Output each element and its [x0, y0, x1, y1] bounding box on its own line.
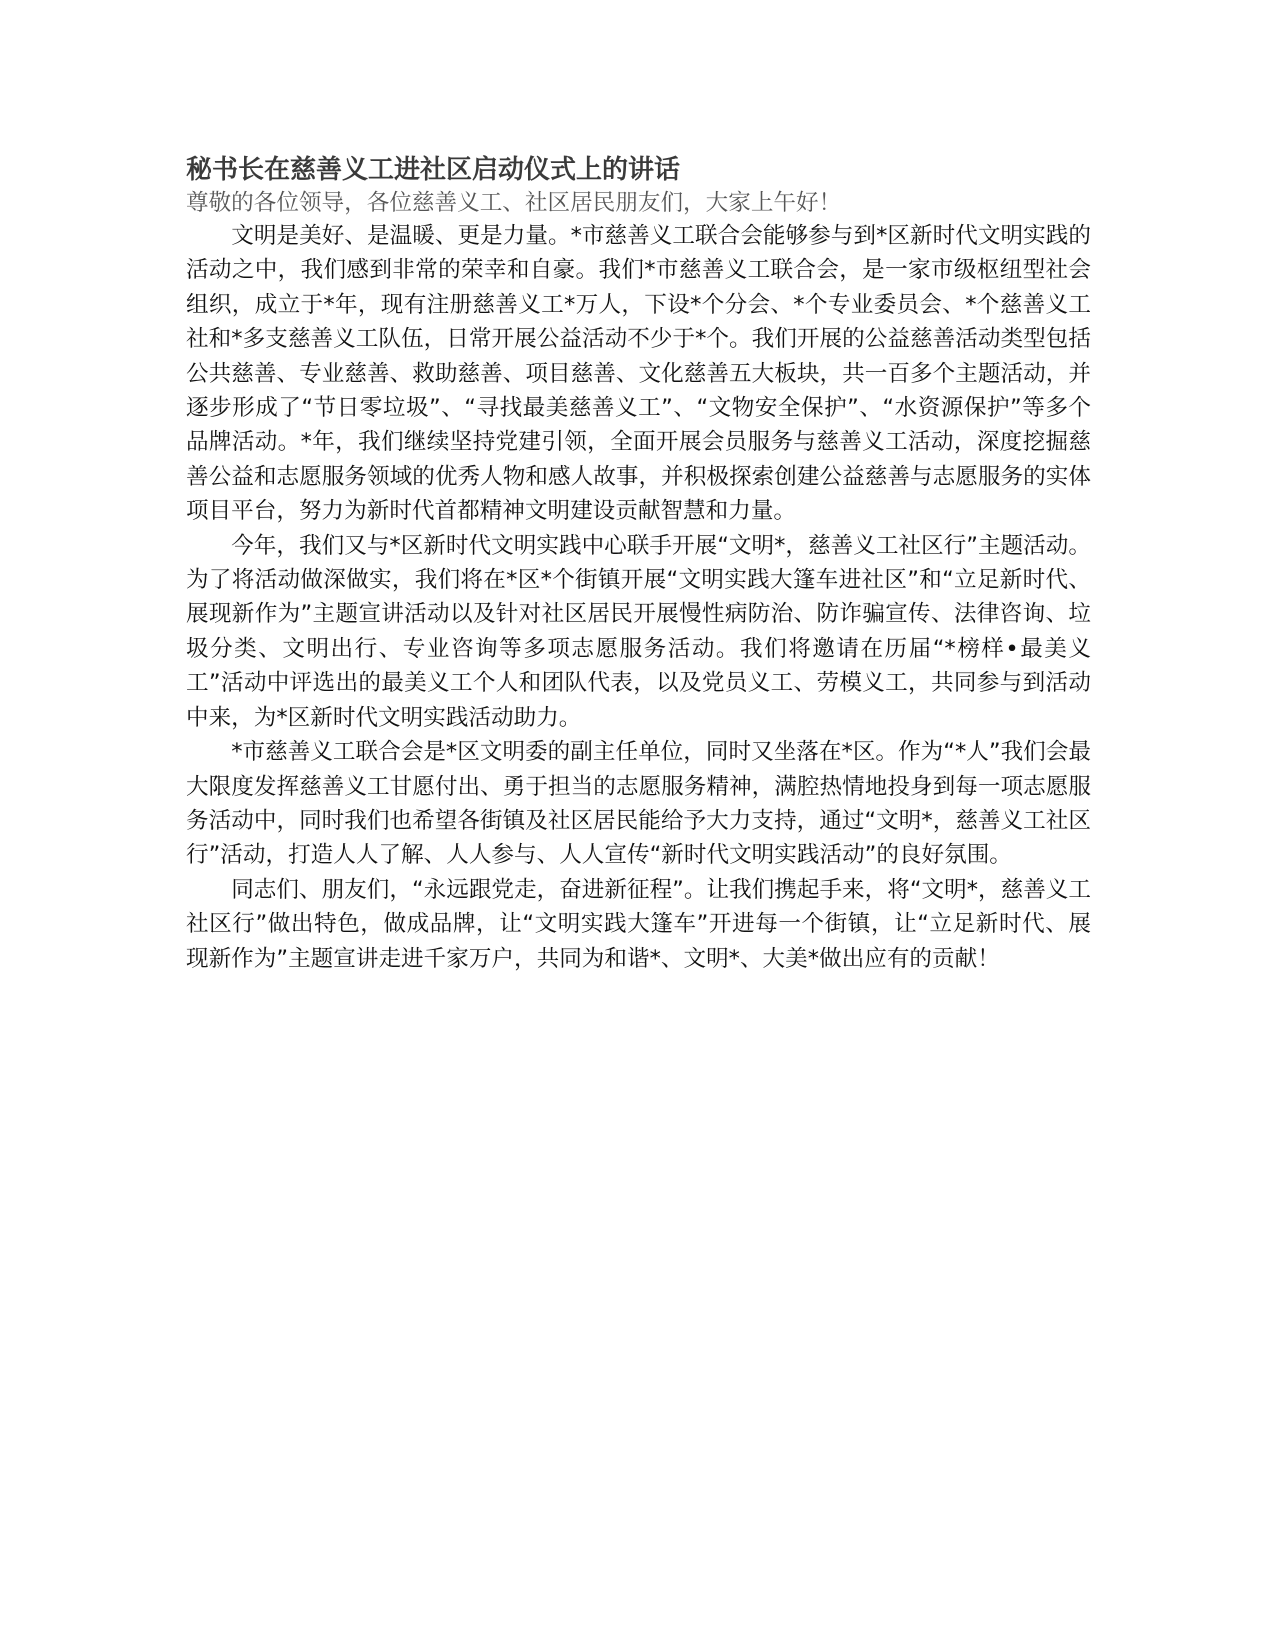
document-body [186, 153, 1091, 976]
paragraph-1: 文明是美好、是温暖、更是力量。*市慈善义工联合会能够参与到*区新时代文明实践的活动之中，我们感到非常的荣幸和自豪。我们*市慈善义工联合会，是一家市级枢纽型社会组织，成立于*年，现有注册慈善义工*万人，下设*个分会、*个专业委员会、*个慈善义工社和*多支慈善义工队伍，日常开展公益活动不少于*个。我们开展的公益慈善活动类型包括公共慈善、专业慈善、救助慈善、项目慈善、文化慈善五大板块，共一百多个主题活动，并逐步形成了“节日零垃圾”、“寻找最美慈善义工”、“文物安全保护”、“水资源保护”等多个品牌活动。*年，我们继续坚持党建引领，全面开展会员服务与慈善义工活动，深度挖掘慈善公益和志愿服务领域的优秀人物和感人故事，并积极探索创建公益慈善与志愿服务的实体项目平台，努力为新时代首都精神文明建设贡献智慧和力量。 [186, 223, 1091, 525]
document-title: 秘书长在慈善义工进社区启动仪式上的讲话 [186, 155, 681, 185]
paragraph-2: 今年，我们又与*区新时代文明实践中心联手开展“文明*，慈善义工社区行”主题活动。为了将活动做深做实，我们将在*区*个街镇开展“文明实践大篷车进社区”和“立足新时代、展现新作为”主题宣讲活动以及针对社区居民开展慢性病防治、防诈骗宣传、法律咨询、垃圾分类、文明出行、专业咨询等多项志愿服务活动。我们将邀请在历届“*榜样•最美义工”活动中评选出的最美义工个人和团队代表，以及党员义工、劳模义工，共同参与到活动中来，为*区新时代文明实践活动助力。 [186, 532, 1091, 731]
greeting-line: 尊敬的各位领导，各位慈善义工、社区居民朋友们，大家上午好！ [186, 190, 842, 216]
paragraph-4: 同志们、朋友们，“永远跟党走，奋进新征程”。让我们携起手来，将“文明*，慈善义工社区行”做出特色，做成品牌，让“文明实践大篷车”开进每一个街镇，让“立足新时代、展现新作为”主题宣讲走进千家万户，共同为和谐*、文明*、大美*做出应有的贡献！ [186, 876, 1091, 972]
paragraph-3: *市慈善义工联合会是*区文明委的副主任单位，同时又坐落在*区。作为“*人”我们会最大限度发挥慈善义工甘愿付出、勇于担当的志愿服务精神，满腔热情地投身到每一项志愿服务活动中，同时我们也希望各街镇及社区居民能给予大力支持，通过“文明*，慈善义工社区行”活动，打造人人了解、人人参与、人人宣传“新时代文明实践活动”的良好氛围。 [186, 739, 1091, 869]
